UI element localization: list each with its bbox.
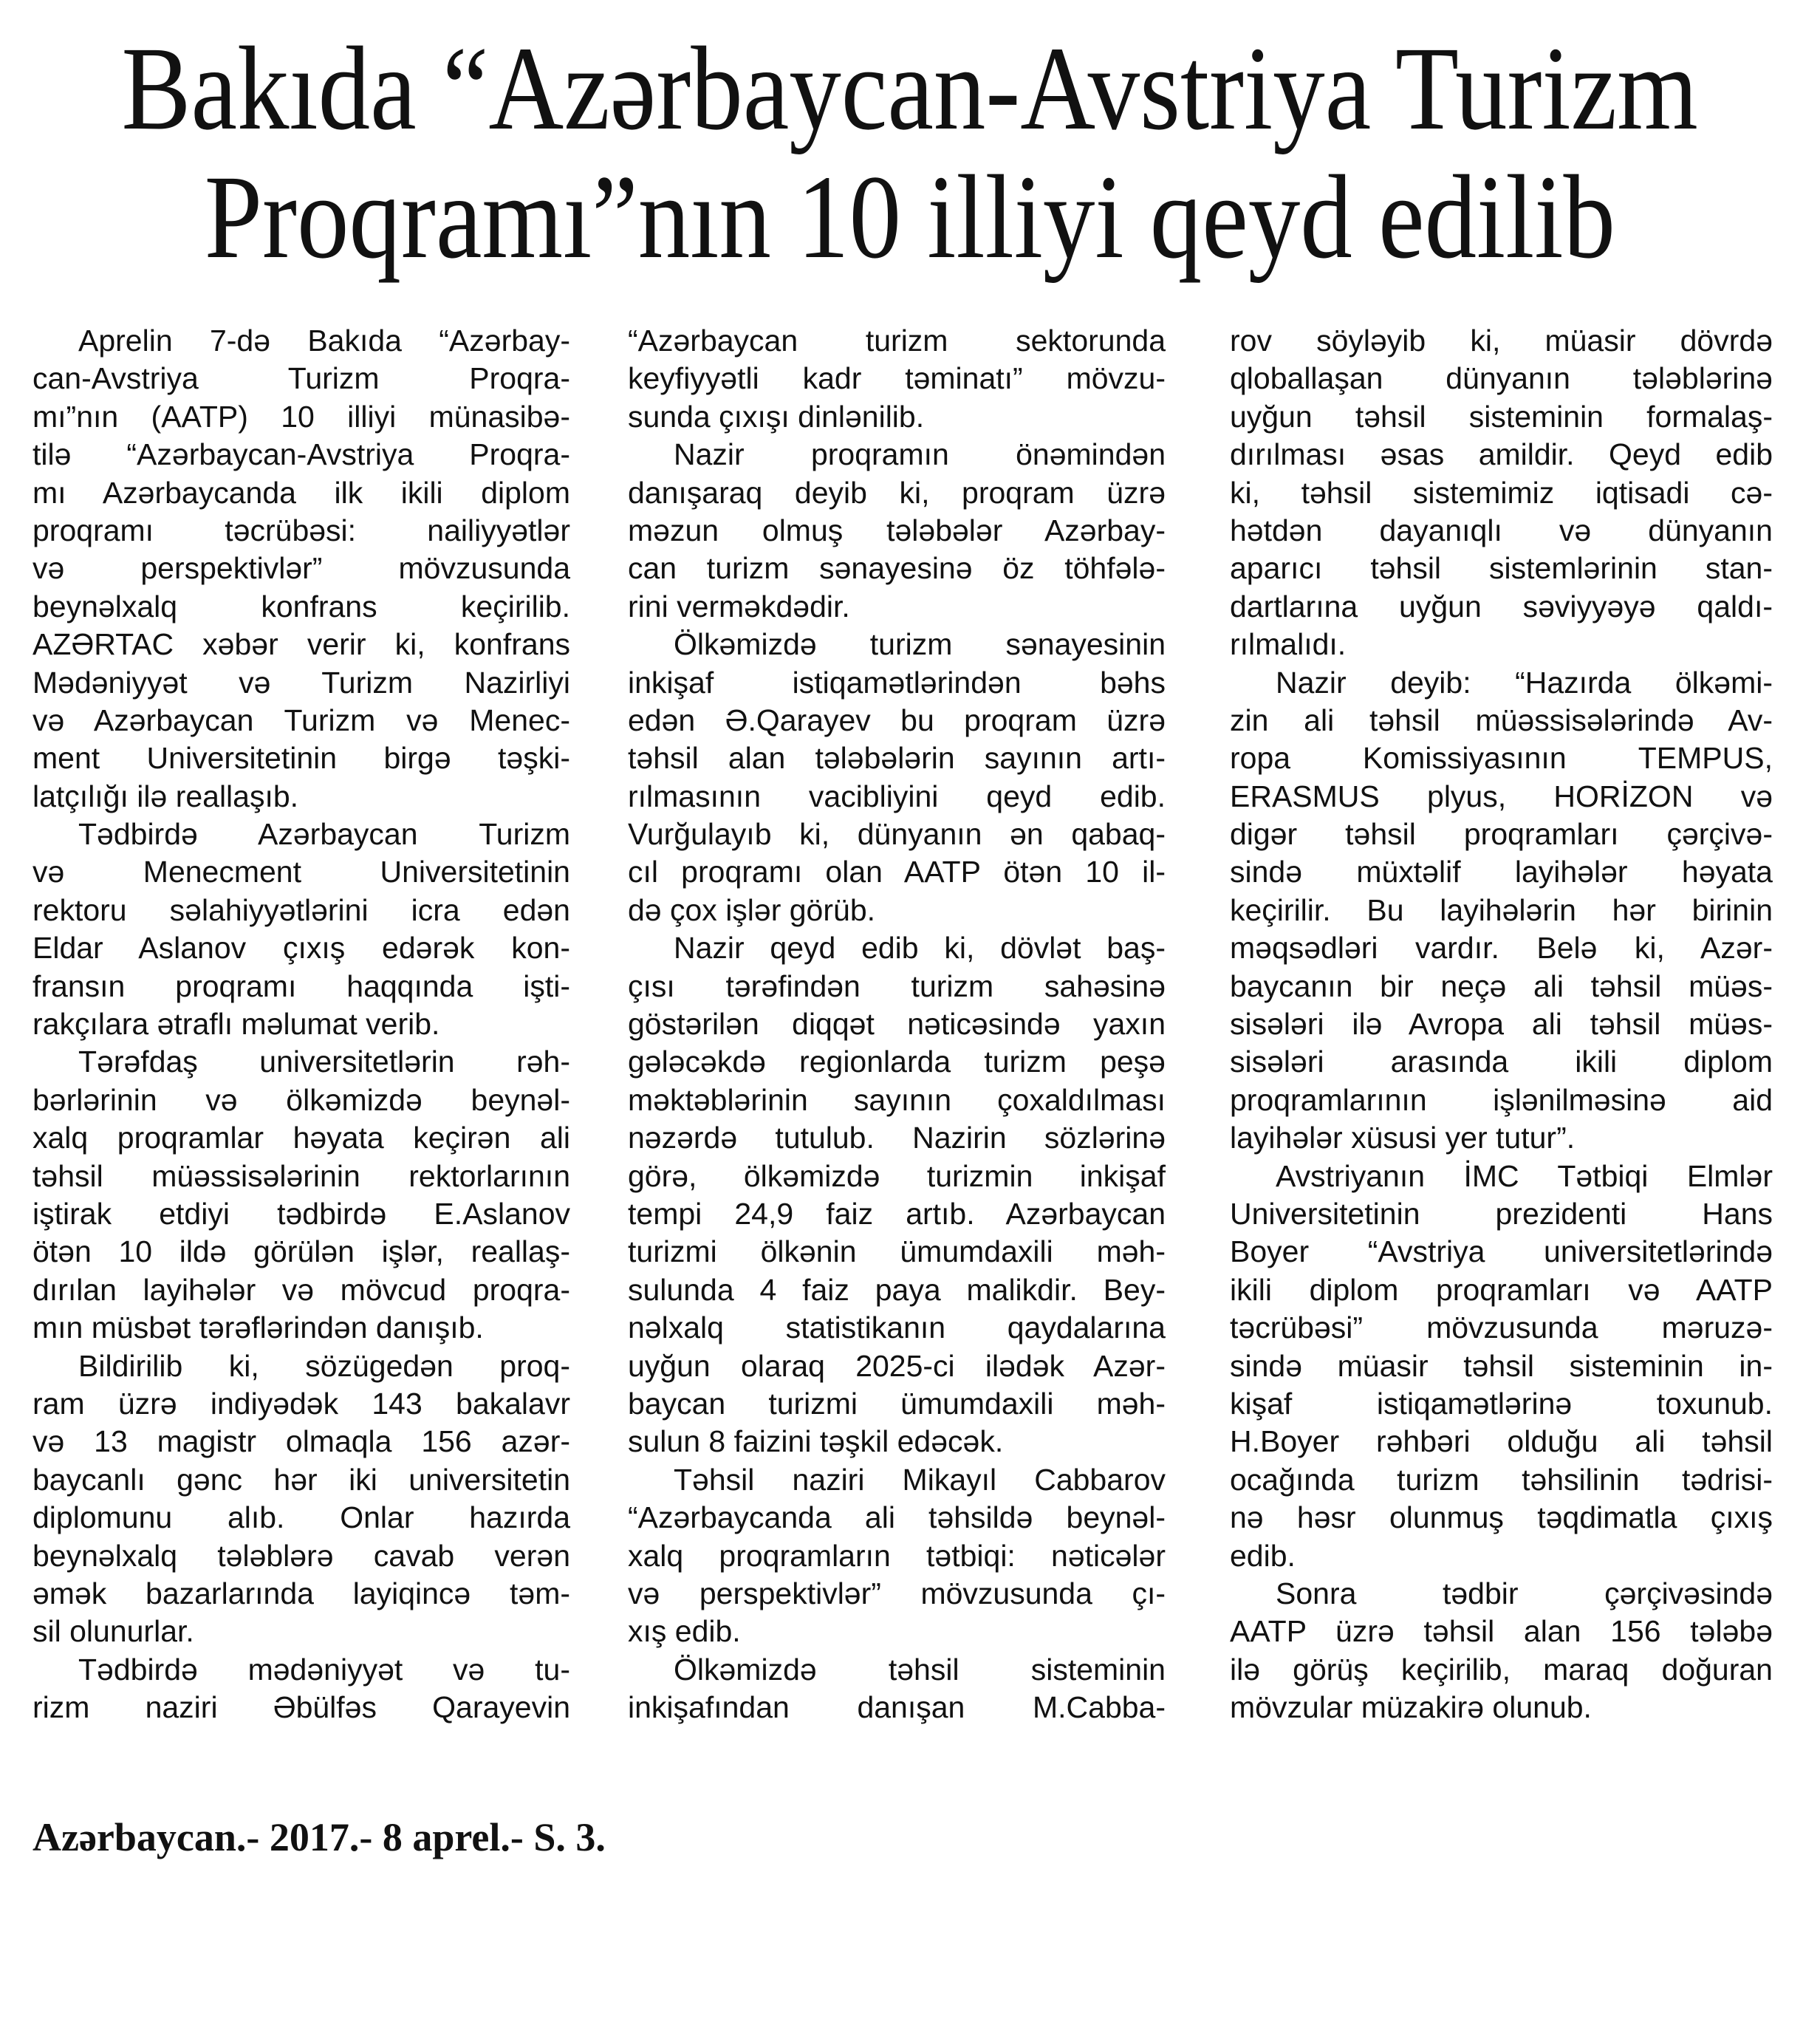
paragraph — [32, 1651, 570, 1727]
text-line: dartlarına uyğun səviyyəyə qaldı- — [1230, 589, 1773, 623]
text-line: məqsədləri vardır. Belə ki, Azər- — [1230, 931, 1773, 966]
text-line: tempi 24,9 faiz artıb. Azərbaycan — [628, 1196, 1166, 1231]
text-line: fransın proqramı haqqında işti- — [32, 968, 570, 1003]
paragraph — [628, 626, 1166, 929]
text-line: “Azərbaycanda ali təhsildə beynəl- — [628, 1500, 1166, 1535]
text-line: cıl proqramı olan AATP ötən 10 il- — [628, 855, 1166, 889]
text-line: hətdən dayanıqlı və dünyanın — [1230, 513, 1773, 547]
text-line: əmək bazarlarında layiqincə təm- — [32, 1576, 570, 1610]
text-line: Ölkəmizdə turizm sənayesinin — [674, 627, 1166, 662]
headline-text-2: Proqramı”nın 10 illiyi qeyd edilib — [204, 151, 1616, 284]
text-line: ocağında turizm təhsilinin tədrisi- — [1230, 1462, 1773, 1497]
text-line: beynəlxalq konfrans keçirilib. — [32, 589, 570, 623]
text-line: Avstriyanın İMC Tətbiqi Elmlər — [1276, 1158, 1773, 1193]
text-line: ERASMUS plyus, HORİZON və — [1230, 779, 1773, 813]
text-line: rini verməkdədir. — [628, 589, 850, 623]
text-line: zin ali təhsil müəssisələrində Av- — [1230, 703, 1773, 737]
text-line: təhsil müəssisələrinin rektorlarının — [32, 1158, 570, 1193]
text-line: mı Azərbaycanda ilk ikili diplom — [32, 475, 570, 510]
text-line: uyğun təhsil sisteminin formalaş- — [1230, 399, 1773, 434]
text-line: Vurğulayıb ki, dünyanın ən qabaq- — [628, 817, 1166, 852]
text-line: Mədəniyyət və Turizm Nazirliyi — [32, 665, 570, 700]
text-line: sil olunurlar. — [32, 1614, 194, 1649]
text-line: ikili diplom proqramları və AATP — [1230, 1272, 1773, 1307]
text-line: bərlərinin və ölkəmizdə beynəl- — [32, 1082, 570, 1117]
text-line: beynəlxalq tələblərə cavab verən — [32, 1538, 570, 1573]
text-line: danışaraq deyib ki, proqram üzrə — [628, 475, 1166, 510]
paragraph — [628, 1651, 1166, 1727]
headline-text-1: Bakıda “Azərbaycan-Avstriya Turizm — [121, 23, 1699, 155]
text-line: dırılan layihələr və mövcud proqra- — [32, 1272, 570, 1307]
text-line: məktəblərinin sayının çoxaldılması — [628, 1082, 1166, 1117]
paragraph — [32, 816, 570, 1043]
text-line: sunda çıxışı dinlənilib. — [628, 399, 925, 434]
article-column-3 — [1230, 322, 1773, 1726]
text-line: can turizm sənayesinə öz töhfələ- — [628, 551, 1166, 586]
text-line: sulunda 4 faiz paya malikdir. Bey- — [628, 1272, 1166, 1307]
text-line: Nazir qeyd edib ki, dövlət baş- — [674, 931, 1166, 966]
paragraph — [628, 929, 1166, 1460]
text-line: Tərəfdaş universitetlərin rəh- — [78, 1045, 570, 1079]
text-line: aparıcı təhsil sistemlərinin stan- — [1230, 551, 1773, 586]
paragraph — [628, 436, 1166, 626]
text-line: nəzərdə tutulub. Nazirin sözlərinə — [628, 1121, 1166, 1155]
text-line: Sonra tədbir çərçivəsində — [1276, 1576, 1773, 1610]
text-line: “Azərbaycan turizm sektorunda — [628, 324, 1166, 358]
text-line: Bildirilib ki, sözügedən proq- — [78, 1348, 570, 1383]
text-line: Eldar Aslanov çıxış edərək kon- — [32, 931, 570, 966]
text-line: Ölkəmizdə təhsil sisteminin — [674, 1652, 1166, 1687]
text-line: AATP üzrə təhsil alan 156 tələbə — [1230, 1614, 1773, 1649]
paragraph — [1230, 664, 1773, 1158]
paragraph — [1230, 1158, 1773, 1575]
text-line: AZƏRTAC xəbər verir ki, konfrans — [32, 627, 570, 662]
text-line: inkişaf istiqamətlərindən bəhs — [628, 665, 1166, 700]
text-line: diplomunu alıb. Onlar hazırda — [32, 1500, 570, 1535]
text-line: proqramlarının işlənilməsinə aid — [1230, 1082, 1773, 1117]
text-line: Tədbirdə Azərbaycan Turizm — [78, 817, 570, 852]
text-line: Aprelin 7-də Bakıda “Azərbay- — [78, 324, 570, 358]
text-line: digər təhsil proqramları çərçivə- — [1230, 817, 1773, 852]
text-line: sində müasir təhsil sisteminin in- — [1230, 1348, 1773, 1383]
text-line: də çox işlər görüb. — [628, 892, 876, 927]
text-line: məzun olmuş tələbələr Azərbay- — [628, 513, 1166, 547]
source-citation: Azərbaycan.- 2017.- 8 aprel.- S. 3. — [32, 1815, 606, 1859]
headline-line-1 — [0, 23, 1820, 155]
text-line: dırılması əsas amildir. Qeyd edib — [1230, 437, 1773, 472]
text-line: iştirak etdiyi tədbirdə E.Aslanov — [32, 1196, 570, 1231]
text-line: uyğun olaraq 2025-ci ilədək Azər- — [628, 1348, 1166, 1383]
paragraph — [32, 322, 570, 816]
text-line: rov söyləyib ki, müasir dövrdə — [1230, 324, 1773, 358]
text-line: və perspektivlər” mövzusunda çı- — [628, 1576, 1166, 1610]
text-line: inkişafından danışan M.Cabba- — [628, 1690, 1166, 1725]
text-line: çısı tərəfindən turizm sahəsinə — [628, 968, 1166, 1003]
text-line: xış edib. — [628, 1614, 741, 1649]
text-line: təhsil alan tələbələrin sayının artı- — [628, 741, 1166, 776]
text-line: baycanın bir neçə ali təhsil müəs- — [1230, 968, 1773, 1003]
paragraph — [628, 322, 1166, 436]
text-line: ment Universitetinin birgə təşki- — [32, 741, 570, 776]
text-line: mın müsbət tərəflərindən danışıb. — [32, 1311, 484, 1345]
text-line: sulun 8 faizini təşkil edəcək. — [628, 1424, 1004, 1459]
text-line: tilə “Azərbaycan-Avstriya Proqra- — [32, 437, 570, 472]
text-line: sisələri arasında ikili diplom — [1230, 1045, 1773, 1079]
text-line: nə həsr olunmuş təqdimatla çıxış — [1230, 1500, 1773, 1535]
text-line: Boyer “Avstriya universitetlərində — [1230, 1234, 1773, 1269]
text-line: ki, təhsil sistemimiz iqtisadi cə- — [1230, 475, 1773, 510]
text-line: mı”nın (AATP) 10 illiyi münasibə- — [32, 399, 570, 434]
article-column-1 — [32, 322, 570, 1726]
text-line: rakçılara ətraflı məlumat verib. — [32, 1007, 440, 1042]
text-line: can-Avstriya Turizm Proqra- — [32, 361, 570, 396]
text-line: gələcəkdə regionlarda turizm peşə — [628, 1045, 1166, 1079]
text-line: qloballaşan dünyanın tələblərinə — [1230, 361, 1773, 396]
text-line: Təhsil naziri Mikayıl Cabbarov — [674, 1462, 1166, 1497]
text-line: rılmasının vacibliyini qeyd edib. — [628, 779, 1166, 813]
text-line: və Menecment Universitetinin — [32, 855, 570, 889]
text-line: və 13 magistr olmaqla 156 azər- — [32, 1424, 570, 1459]
text-line: göstərilən diqqət nəticəsində yaxın — [628, 1007, 1166, 1042]
text-line: ropa Komissiyasının TEMPUS, — [1230, 741, 1773, 776]
text-line: rizm naziri Əbülfəs Qarayevin — [32, 1690, 570, 1725]
text-line: Nazir deyib: “Hazırda ölkəmi- — [1276, 665, 1773, 700]
text-line: xalq proqramlar həyata keçirən ali — [32, 1121, 570, 1155]
text-line: ram üzrə indiyədək 143 bakalavr — [32, 1386, 570, 1421]
text-line: xalq proqramların tətbiqi: nəticələr — [628, 1538, 1166, 1573]
text-line: nəlxalq statistikanın qaydalarına — [628, 1311, 1166, 1345]
text-line: baycan turizmi ümumdaxili məh- — [628, 1386, 1166, 1421]
paragraph — [628, 1461, 1166, 1651]
paragraph — [32, 1043, 570, 1347]
text-line: və Azərbaycan Turizm və Menec- — [32, 703, 570, 737]
text-line: keçirilir. Bu layihələrin hər birinin — [1230, 892, 1773, 927]
text-line: edən Ə.Qarayev bu proqram üzrə — [628, 703, 1166, 737]
text-line: kişaf istiqamətlərinə toxunub. — [1230, 1386, 1773, 1421]
text-line: proqramı təcrübəsi: nailiyyətlər — [32, 513, 570, 547]
text-line: layihələr xüsusi yer tutur”. — [1230, 1121, 1576, 1155]
paragraph — [1230, 322, 1773, 664]
text-line: baycanlı gənc hər iki universitetin — [32, 1462, 570, 1497]
text-line: latçılığı ilə reallaşıb. — [32, 779, 299, 813]
text-line: edib. — [1230, 1538, 1296, 1573]
text-line: Nazir proqramın önəmindən — [674, 437, 1166, 472]
paragraph — [32, 1347, 570, 1651]
text-line: sisələri ilə Avropa ali təhsil müəs- — [1230, 1007, 1773, 1042]
text-line: təcrübəsi” mövzusunda məruzə- — [1230, 1311, 1773, 1345]
text-line: turizmi ölkənin ümumdaxili məh- — [628, 1234, 1166, 1269]
text-line: görə, ölkəmizdə turizmin inkişaf — [628, 1158, 1166, 1193]
text-line: sində müxtəlif layihələr həyata — [1230, 855, 1773, 889]
paragraph — [1230, 1575, 1773, 1727]
text-line: Tədbirdə mədəniyyət və tu- — [78, 1652, 570, 1687]
article-column-2 — [628, 322, 1166, 1726]
text-line: rılmalıdı. — [1230, 627, 1347, 662]
text-line: H.Boyer rəhbəri olduğu ali təhsil — [1230, 1424, 1773, 1459]
text-line: Universitetinin prezidenti Hans — [1230, 1196, 1773, 1231]
text-line: ötən 10 ildə görülən işlər, reallaş- — [32, 1234, 570, 1269]
text-line: ilə görüş keçirilib, maraq doğuran — [1230, 1652, 1773, 1687]
text-line: mövzular müzakirə olunub. — [1230, 1690, 1592, 1725]
text-line: və perspektivlər” mövzusunda — [32, 551, 570, 586]
text-line: rektoru səlahiyyətlərini icra edən — [32, 892, 570, 927]
text-line: keyfiyyətli kadr təminatı” mövzu- — [628, 361, 1166, 396]
headline-line-2 — [0, 151, 1820, 284]
